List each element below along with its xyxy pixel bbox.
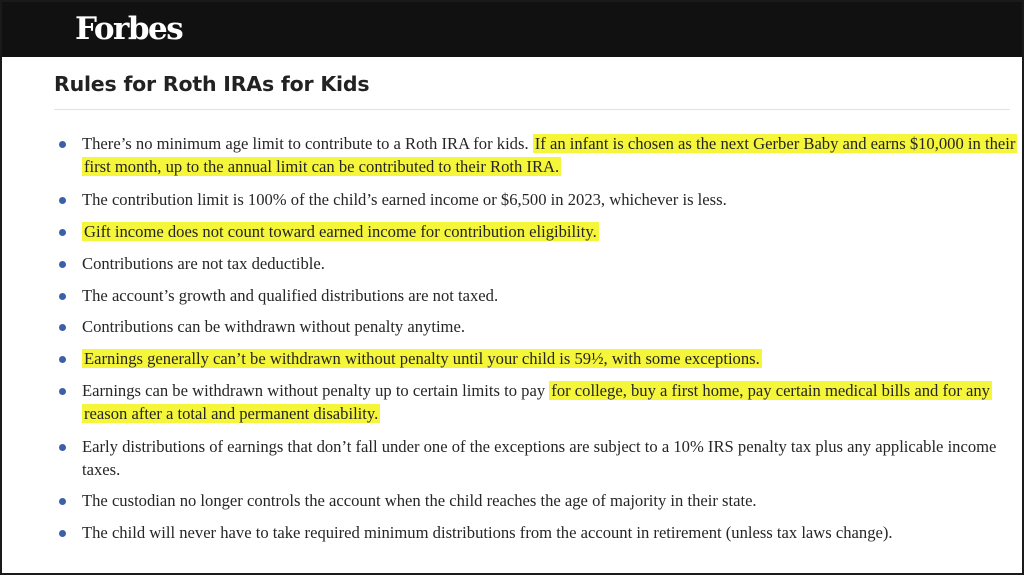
rule-plain-text: The account’s growth and qualified distributions are not taxed. [82, 286, 499, 305]
rule-highlighted-text: Gift income does not count toward earned income for contribution eligibility. [84, 222, 597, 241]
rule-text [82, 490, 1016, 513]
rule-highlighted-text: for college, buy a first home, pay certain medical bills and for any reason after a total and permanent disability. [84, 381, 990, 423]
rule-plain-text: Earnings can be withdrawn without penalty up to certain limits to pay [82, 381, 546, 400]
bullet-icon [59, 229, 66, 236]
rule-highlighted-text: If an infant is chosen as the next Gerber Baby and earns $10,000 in their first month, up to the annual limit can be contributed to their Roth IRA. [84, 134, 1016, 176]
rule-text [82, 348, 1016, 371]
rule-text [82, 221, 1016, 244]
rule-plain-text: Contributions can be withdrawn without penalty anytime. [82, 317, 465, 336]
rule-plain-text: Contributions are not tax deductible. [82, 254, 325, 273]
bullet-icon [59, 324, 66, 331]
rule-text [82, 189, 1016, 212]
rule-text [82, 253, 1016, 276]
masthead [2, 2, 1022, 57]
heading-divider [54, 109, 1010, 110]
rule-plain-text: Early distributions of earnings that don’t fall under one of the exceptions are subject to a 10% IRS penalty tax plus any applicable income taxes. [82, 437, 997, 479]
bullet-icon [59, 388, 66, 395]
rule-text [82, 522, 1016, 545]
bullet-icon [59, 530, 66, 537]
rule-plain-text: The contribution limit is 100% of the child’s earned income or $6,500 in 2023, whichever is less. [82, 190, 727, 209]
rule-plain-text: There’s no minimum age limit to contribute to a Roth IRA for kids. [82, 134, 529, 153]
bullet-icon [59, 356, 66, 363]
rule-plain-text: The custodian no longer controls the account when the child reaches the age of majority in their state. [82, 491, 757, 510]
rule-plain-text: The child will never have to take required minimum distributions from the account in retirement (unless tax laws change). [82, 523, 893, 542]
rule-text [82, 133, 1016, 178]
bullet-icon [59, 261, 66, 268]
rule-text [82, 380, 1016, 425]
rule-text [82, 436, 1016, 481]
rule-text [82, 285, 1016, 308]
article-heading: Rules for Roth IRAs for Kids [54, 72, 370, 96]
bullet-icon [59, 197, 66, 204]
bullet-icon [59, 293, 66, 300]
bullet-icon [59, 498, 66, 505]
forbes-logo[interactable]: Forbes [75, 11, 183, 47]
rule-highlighted-text: Earnings generally can’t be withdrawn without penalty until your child is 59½, with some exceptions. [84, 349, 760, 368]
bullet-icon [59, 141, 66, 148]
bullet-icon [59, 444, 66, 451]
rule-text [82, 316, 1016, 339]
